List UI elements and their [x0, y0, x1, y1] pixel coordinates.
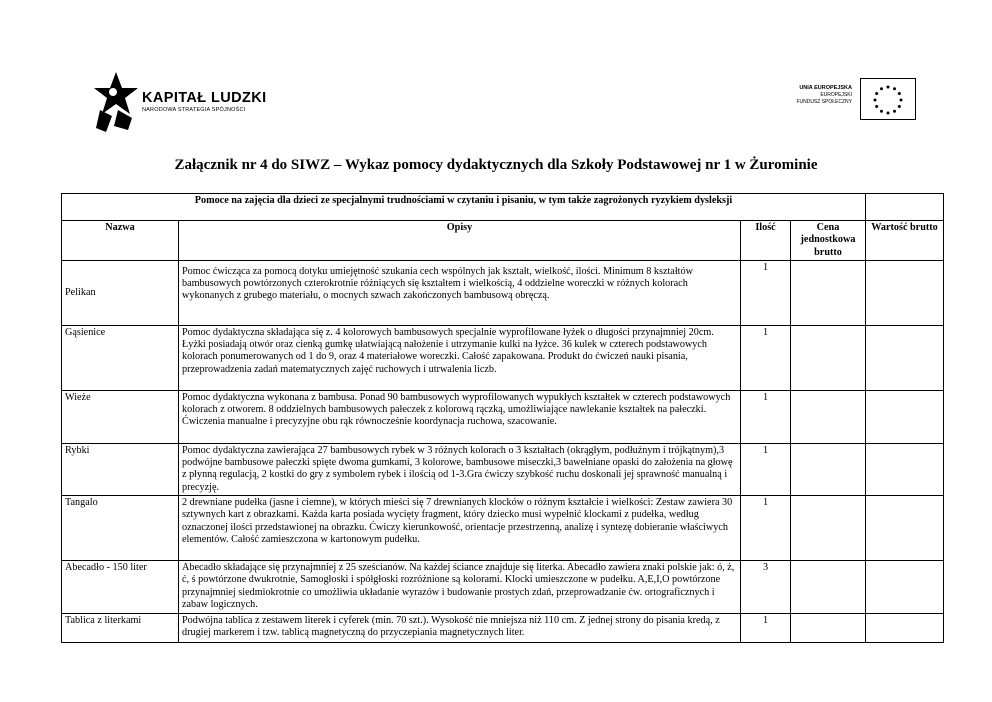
row-unit-price	[791, 390, 866, 443]
table-row	[62, 390, 944, 443]
row-quantity: 1	[741, 390, 791, 443]
teaching-aids-table	[61, 193, 944, 643]
row-name: Pelikan	[62, 260, 179, 325]
row-description: Pomoc dydaktyczna zawierająca 27 bambusowych rybek w 3 różnych kolorach o 3 kształtach (okrągłym, podłużnym i trójkątnym),3 podwójne bambusowe pałeczki spięte dwoma gumkami, 3 kolorowe, bambusowe miseczki,3 bawełniane opaski do założenia na głowę z płynną regulacją, 2 kostki do gry z symbolem rybek i ilością od 1-3.Gra ćwiczy szybkość ruchu doskonali jej sprawność manualną i precyzję.	[179, 443, 741, 495]
eu-logo-line1: UNIA EUROPEJSKA	[799, 85, 852, 91]
kapital-ludzki-logo	[94, 70, 294, 134]
row-total-value	[866, 443, 944, 495]
table-header-row	[62, 221, 944, 261]
eu-logo	[768, 74, 918, 120]
table-row	[62, 260, 944, 325]
row-description: Pomoc dydaktyczna wykonana z bambusa. Ponad 90 bambusowych wyprofilowanych wypukłych kształtek w czterech podstawowych kolorach z otworem. 8 oddzielnych bambusowych pałeczek z kolorową rączką, umożliwiające nawlekanie kształtek na pałeczki. Ćwiczenia manualne i precyzyjne obu rąk równocześnie koordynacja ruchowa, szacowanie.	[179, 390, 741, 443]
row-total-value	[866, 390, 944, 443]
row-total-value	[866, 260, 944, 325]
row-total-value	[866, 325, 944, 390]
table-row	[62, 496, 944, 561]
row-unit-price	[791, 561, 866, 614]
row-total-value	[866, 614, 944, 643]
row-description: Pomoc ćwicząca za pomocą dotyku umiejętność szukania cech wspólnych jak kształt, wielkość, ilości. Minimum 8 kształtów bambusowych powtórzonych czterokrotnie różniących się kształtem i wielkością, 4 oddzielne woreczki w różnych kolorach wykonanych z grubego materiału, o mocnych szwach zakończonych bambusową obręczą.	[179, 260, 741, 325]
row-quantity: 1	[741, 443, 791, 495]
row-description: Pomoc dydaktyczna składająca się z. 4 kolorowych bambusowych specjalnie wyprofilowane łyżek o długości przynajmniej 20cm. Łyżki posiadają otwór oraz cienką gumkę ułatwiającą nałożenie i utrzymanie kulki na łyżce. 36 kulek w czterech podstawowych kolorach ponumerowanych od 1 do 9, oraz 4 materiałowe woreczki. Całość zapakowana. Produkt do ćwiczeń nauki pisania, przeprowadzenia zadań matematycznych zajęć ruchowych i utrwalenia liczb.	[179, 325, 741, 390]
row-unit-price	[791, 443, 866, 495]
row-unit-price	[791, 325, 866, 390]
table-section-title: Pomoce na zajęcia dla dzieci ze specjalnymi trudnościami w czytaniu i pisaniu, w tym także zagrożonych ryzykiem dysleksji	[62, 194, 866, 221]
kapital-ludzki-emblem-icon	[94, 70, 142, 134]
eu-logo-line2: EUROPEJSKI	[820, 92, 852, 98]
header-unit-price: Cena jednostkowa brutto	[791, 221, 866, 261]
row-name: Wieże	[62, 390, 179, 443]
page-title: Załącznik nr 4 do SIWZ – Wykaz pomocy dydaktycznych dla Szkoły Podstawowej nr 1 w Żurominie	[174, 157, 818, 173]
row-total-value	[866, 496, 944, 561]
table-row	[62, 443, 944, 495]
table-row	[62, 325, 944, 390]
row-unit-price	[791, 260, 866, 325]
header-description: Opisy	[179, 221, 741, 261]
eu-logo-line3: FUNDUSZ SPOŁECZNY	[796, 98, 852, 105]
header-name: Nazwa	[62, 221, 179, 261]
row-quantity: 3	[741, 561, 791, 614]
eu-flag-icon	[860, 78, 916, 120]
page-header	[0, 0, 992, 140]
row-quantity: 1	[741, 496, 791, 561]
row-unit-price	[791, 496, 866, 561]
row-name: Abecadło - 150 liter	[62, 561, 179, 614]
kapital-ludzki-title: KAPITAŁ LUDZKI	[142, 90, 267, 106]
header-total-value: Wartość brutto	[866, 221, 944, 261]
row-quantity: 1	[741, 325, 791, 390]
row-name: Tablica z literkami	[62, 614, 179, 643]
row-description: Podwójna tablica z zestawem literek i cyferek (min. 70 szt.). Wysokość nie mniejsza niż 110 cm. Z jednej strony do pisania kredą, z drugiej markerem i tzw. tablicą magnetyczną do przyczepiania magnetycznych liter.	[179, 614, 741, 643]
table-row	[62, 561, 944, 614]
table-section-row	[62, 194, 944, 221]
row-name: Tangalo	[62, 496, 179, 561]
row-quantity: 1	[741, 614, 791, 643]
row-name: Gąsienice	[62, 325, 179, 390]
row-quantity: 1	[741, 260, 791, 325]
header-quantity: Ilość	[741, 221, 791, 261]
table-section-blank-cell	[866, 194, 944, 221]
row-description: 2 drewniane pudełka (jasne i ciemne), w których mieści się 7 drewnianych klocków o różnym kształcie i wielkości: Zestaw zawiera 30 sztywnych kart z obrazkami. Każda karta posiada wycięty fragment, który dziecko musi wypełnić klockami z pudełka, według oznaczonej ilości przedstawionej na obrazku. Ćwiczy kierunkowość, orientacje przestrzenną, analizę i syntezę dobieranie właściwych elementów. Całość zamieszczona w kartonowym pudełku.	[179, 496, 741, 561]
kapital-ludzki-subtitle: NARODOWA STRATEGIA SPÓJNOŚCI	[142, 107, 246, 113]
row-description: Abecadło składające się przynajmniej z 25 sześcianów. Na każdej ściance znajduje się literka. Abecadło zawiera znaki polskie jak: ó, ż, ć, ś powtórzone dwukrotnie, Samogłoski i spółgłoski rozróżnione są kolorami. Klocki umieszczone w pudełku. A,E,I,O powtórzone przynajmniej siedmiokrotnie co umożliwia układanie wyrazów i budowanie prostych zdań, przeprowadzanie ćw. ortograficznych i zabaw logicznych.	[179, 561, 741, 614]
row-total-value	[866, 561, 944, 614]
row-name: Rybki	[62, 443, 179, 495]
row-unit-price	[791, 614, 866, 643]
table-row	[62, 614, 944, 643]
